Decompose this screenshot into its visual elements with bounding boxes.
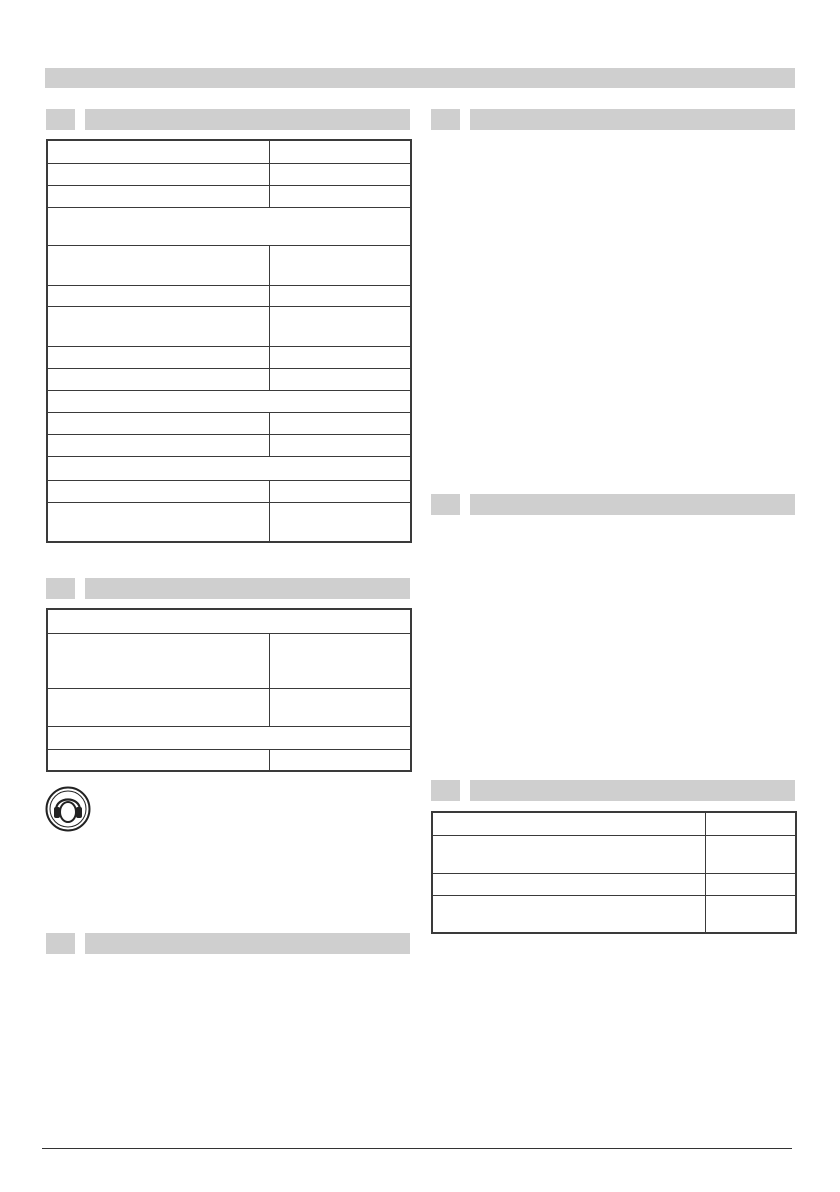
table-row (47, 368, 411, 390)
table-row (47, 456, 411, 480)
section-bar-right-top (431, 109, 795, 130)
table-row (47, 285, 411, 306)
table-row (47, 163, 411, 185)
right-bottom-table (431, 811, 797, 934)
table-row (432, 895, 796, 933)
section-bar-right-bottom (431, 780, 795, 801)
table-row (47, 749, 411, 771)
section-tab-marker (460, 494, 470, 515)
top-banner (45, 68, 795, 88)
table-row (47, 390, 411, 412)
section-tab-marker (75, 933, 85, 954)
table-row (47, 185, 411, 207)
table-row (47, 412, 411, 434)
table-row (47, 434, 411, 456)
table-row (47, 207, 411, 245)
section-tab-marker (460, 109, 470, 130)
section-tab-marker (75, 109, 85, 130)
noise-vibration-table (46, 608, 412, 772)
table-row (47, 726, 411, 749)
table-row (47, 480, 411, 502)
table-row (47, 306, 411, 346)
section-tab-marker (460, 780, 470, 801)
section-bar-right-middle (431, 494, 795, 515)
table-row (47, 245, 411, 285)
table-row (432, 835, 796, 873)
technical-data-table (46, 139, 412, 543)
section-bar-left-bottom (46, 933, 410, 954)
table-row (47, 140, 411, 163)
table-row (47, 346, 411, 368)
table-row (47, 502, 411, 542)
table-row (47, 688, 411, 726)
section-tab-marker (75, 578, 85, 599)
footer-rule (42, 1148, 792, 1149)
table-row (47, 633, 411, 688)
table-row (432, 873, 796, 895)
table-row (47, 609, 411, 633)
ear-protection-icon (45, 786, 91, 832)
section-bar-technical-data (46, 109, 410, 130)
table-row (432, 812, 796, 835)
section-bar-noise-vibration (46, 578, 410, 599)
